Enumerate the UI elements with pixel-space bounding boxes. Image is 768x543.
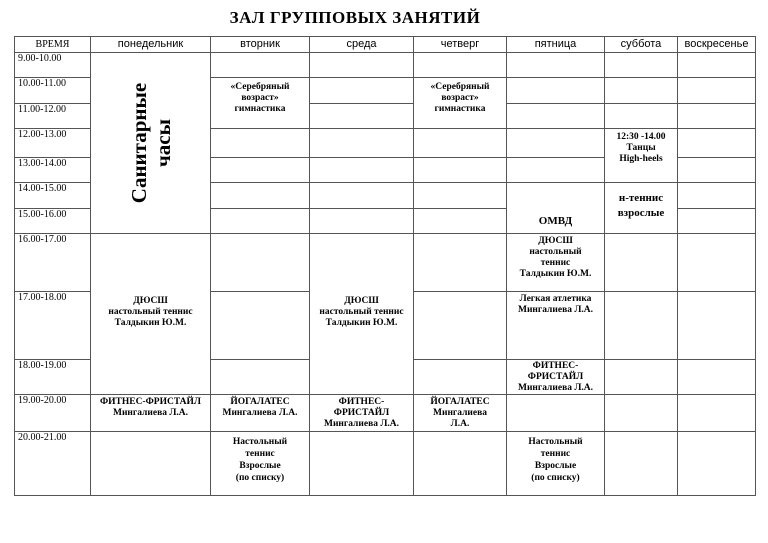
empty-cell — [310, 53, 414, 78]
empty-cell — [211, 292, 310, 360]
empty-cell — [507, 78, 605, 104]
header-monday: понедельник — [91, 37, 211, 53]
thursday-silver-age-event: «Серебряный возраст» гимнастика — [414, 78, 507, 129]
tuesday-tennis-event: Настольный теннис Взрослые (по списку) — [211, 432, 310, 496]
empty-cell — [678, 78, 756, 104]
empty-cell — [507, 104, 605, 129]
friday-tennis-event: Настольный теннис Взрослые (по списку) — [507, 432, 605, 496]
empty-cell — [605, 78, 678, 104]
empty-cell — [414, 234, 507, 292]
empty-cell — [678, 292, 756, 360]
friday-fitness-event: ФИТНЕС- ФРИСТАЙЛ Мингалиева Л.А. — [507, 360, 605, 395]
tuesday-yoga-event: ЙОГАЛАТЕС Мингалиева Л.А. — [211, 395, 310, 432]
friday-omvd-event: ОМВД — [507, 182, 605, 233]
empty-cell — [211, 182, 310, 208]
table-row — [15, 432, 756, 496]
saturday-tennis-event: н-теннис взрослые — [605, 182, 678, 233]
header-row — [15, 37, 756, 53]
monday-sanitary-cell — [91, 53, 211, 234]
empty-cell — [507, 129, 605, 157]
time-cell: 16.00-17.00 — [15, 234, 91, 292]
saturday-dance-event: 12:30 -14.00 Танцы High-heels — [605, 129, 678, 182]
empty-cell — [310, 209, 414, 234]
time-cell: 13.00-14.00 — [15, 157, 91, 182]
empty-cell — [605, 104, 678, 129]
time-cell: 18.00-19.00 — [15, 360, 91, 395]
empty-cell — [678, 209, 756, 234]
empty-cell — [678, 234, 756, 292]
empty-cell — [414, 53, 507, 78]
empty-cell — [91, 432, 211, 496]
empty-cell — [678, 53, 756, 78]
empty-cell — [605, 234, 678, 292]
wednesday-fitness-event: ФИТНЕС- ФРИСТАЙЛ Мингалиева Л.А. — [310, 395, 414, 432]
empty-cell — [605, 432, 678, 496]
empty-cell — [605, 292, 678, 360]
empty-cell — [678, 129, 756, 157]
empty-cell — [211, 360, 310, 395]
table-row — [15, 234, 756, 292]
empty-cell — [678, 104, 756, 129]
time-cell: 20.00-21.00 — [15, 432, 91, 496]
empty-cell — [507, 53, 605, 78]
time-cell: 19.00-20.00 — [15, 395, 91, 432]
empty-cell — [211, 129, 310, 157]
tuesday-silver-age-event: «Серебряный возраст» гимнастика — [211, 78, 310, 129]
time-cell: 14.00-15.00 — [15, 182, 91, 208]
header-wednesday: среда — [310, 37, 414, 53]
wednesday-dyussh-event: ДЮСШ настольный теннис Талдыкин Ю.М. — [310, 234, 414, 395]
monday-dyussh-event: ДЮСШ настольный теннис Талдыкин Ю.М. — [91, 234, 211, 395]
empty-cell — [211, 209, 310, 234]
header-friday: пятница — [507, 37, 605, 53]
table-row — [15, 395, 756, 432]
header-time: ВРЕМЯ — [15, 37, 91, 53]
empty-cell — [414, 209, 507, 234]
empty-cell — [605, 360, 678, 395]
empty-cell — [310, 182, 414, 208]
empty-cell — [211, 53, 310, 78]
empty-cell — [507, 157, 605, 182]
time-cell: 17.00-18.00 — [15, 292, 91, 360]
time-cell: 12.00-13.00 — [15, 129, 91, 157]
header-thursday: четверг — [414, 37, 507, 53]
thursday-yoga-event: ЙОГАЛАТЕС Мингалиева Л.А. — [414, 395, 507, 432]
empty-cell — [678, 157, 756, 182]
empty-cell — [678, 360, 756, 395]
header-sunday: воскресенье — [678, 37, 756, 53]
empty-cell — [211, 157, 310, 182]
empty-cell — [414, 360, 507, 395]
time-cell: 10.00-11.00 — [15, 78, 91, 104]
empty-cell — [310, 157, 414, 182]
empty-cell — [414, 432, 507, 496]
empty-cell — [605, 395, 678, 432]
friday-dyussh-event: ДЮСШ настольный теннис Талдыкин Ю.М. — [507, 234, 605, 292]
empty-cell — [678, 395, 756, 432]
empty-cell — [678, 432, 756, 496]
empty-cell — [310, 129, 414, 157]
header-tuesday: вторник — [211, 37, 310, 53]
empty-cell — [414, 182, 507, 208]
empty-cell — [310, 432, 414, 496]
header-saturday: суббота — [605, 37, 678, 53]
page-title: ЗАЛ ГРУППОВЫХ ЗАНЯТИЙ — [229, 8, 481, 27]
friday-athletics-event: Легкая атлетика Мингалиева Л.А. — [507, 292, 605, 360]
empty-cell — [414, 292, 507, 360]
time-cell: 9.00-10.00 — [15, 53, 91, 78]
empty-cell — [507, 395, 605, 432]
empty-cell — [211, 234, 310, 292]
schedule-table — [14, 36, 756, 496]
empty-cell — [414, 129, 507, 157]
empty-cell — [414, 157, 507, 182]
empty-cell — [678, 182, 756, 208]
time-cell: 11.00-12.00 — [15, 104, 91, 129]
sanitary-hours-label: Санитарные часы — [126, 82, 175, 204]
time-cell: 15.00-16.00 — [15, 209, 91, 234]
empty-cell — [310, 104, 414, 129]
empty-cell — [310, 78, 414, 104]
empty-cell — [605, 53, 678, 78]
monday-fitness-event: ФИТНЕС-ФРИСТАЙЛ Мингалиева Л.А. — [91, 395, 211, 432]
table-row — [15, 53, 756, 78]
